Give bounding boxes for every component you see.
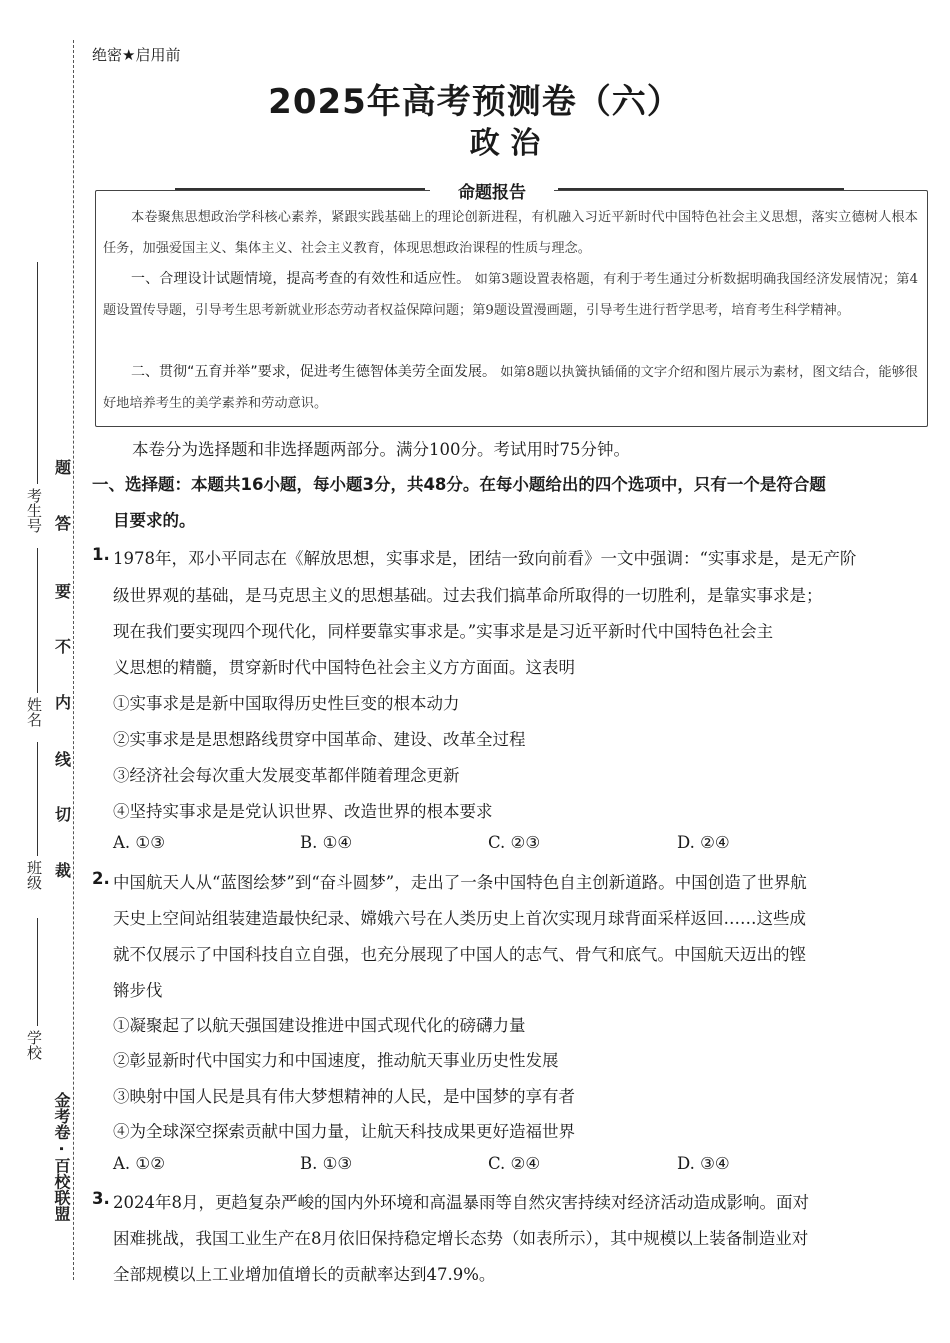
report-title-rule-right xyxy=(558,188,844,190)
statement-item: ①凝聚起了以航天强国建设推进中国式现代化的磅礴力量 xyxy=(113,1016,526,1035)
question-text-line: 中国航天人从“蓝图绘梦”到“奋斗圆梦”，走出了一条中国特色自主创新道路。中国创造了世界航 xyxy=(113,873,807,892)
exam-number-fill-line[interactable] xyxy=(37,262,38,484)
name-fill-line[interactable] xyxy=(37,548,38,693)
school-fill-line[interactable] xyxy=(37,918,38,1026)
cut-char: 线 xyxy=(55,750,72,769)
class-fill-line[interactable] xyxy=(37,742,38,856)
option-c[interactable]: C. ②③ xyxy=(488,833,541,852)
cut-char: 裁 xyxy=(55,861,72,880)
class-label: 班级 xyxy=(25,860,43,890)
cut-char: 要 xyxy=(55,582,72,601)
name-label: 姓名 xyxy=(25,697,43,727)
report-paragraph-3 xyxy=(103,357,918,419)
cut-char: 切 xyxy=(55,805,72,824)
report-paragraph-2-text: 如第3题设置表格题，有利于考生通过分析数据明确我国经济发展情况；第4题设置传导题，引导考生思考新就业形态劳动者权益保障问题；第9题设置漫画题，引导考生进行哲学思考，培育考生科学精神。 xyxy=(103,272,919,318)
cut-char: 题 xyxy=(55,458,72,477)
report-title: 命题报告 xyxy=(430,178,554,203)
question-text-line: 锵步伐 xyxy=(113,981,163,1000)
statement-item: ③经济社会每次重大发展变革都伴随着理念更新 xyxy=(113,766,460,785)
report-heading-1: 一、合理设计试题情境，提高考查的有效性和适应性。 xyxy=(131,271,471,287)
option-d[interactable]: D. ②④ xyxy=(677,833,730,852)
statement-item: ②实事求是是思想路线贯穿中国革命、建设、改革全过程 xyxy=(113,730,526,749)
statement-item: ④坚持实事求是是党认识世界、改造世界的根本要求 xyxy=(113,802,493,821)
option-a[interactable]: A. ①② xyxy=(113,1154,165,1173)
option-b[interactable]: B. ①③ xyxy=(300,1154,353,1173)
report-heading-2: 二、贯彻“五育并举”要求，促进考生德智体美劳全面发展。 xyxy=(131,364,496,380)
question-number: 1. xyxy=(92,545,110,564)
question-text-line: 1978年，邓小平同志在《解放思想，实事求是，团结一致向前看》一文中强调：“实事求是，是无产阶 xyxy=(113,549,857,568)
cut-char: 内 xyxy=(55,693,72,712)
cut-char: 不 xyxy=(55,637,72,656)
binding-dashed-line xyxy=(73,40,74,1280)
subject-title: 政 治 xyxy=(469,126,541,161)
statement-item: ①实事求是是新中国取得历史性巨变的根本动力 xyxy=(113,694,460,713)
option-b[interactable]: B. ①④ xyxy=(300,833,353,852)
page-title: 2025年高考预测卷（六） xyxy=(268,82,682,122)
section-header-line-1: 一、选择题：本题共16小题，每小题3分，共48分。在每小题给出的四个选项中，只有一个是符合题 xyxy=(92,475,826,494)
exam-number-label: 考生号 xyxy=(25,488,43,533)
confidential-mark: 绝密★启用前 xyxy=(92,46,181,64)
report-paragraph-3-text: 如第8题以执簧执锸俑的文字介绍和图片展示为素材，图文结合，能够很好地培养考生的美学素养和劳动意识。 xyxy=(103,365,918,411)
question-text-line: 级世界观的基础，是马克思主义的思想基础。过去我们搞革命所取得的一切胜利，是靠实事求是； xyxy=(113,586,823,605)
question-number: 3. xyxy=(92,1189,110,1208)
question-text-line: 全部规模以上工业增加值增长的贡献率达到47.9%。 xyxy=(113,1265,496,1284)
option-c[interactable]: C. ②④ xyxy=(488,1154,541,1173)
report-paragraph-1: 本卷聚焦思想政治学科核心素养，紧跟实践基础上的理论创新进程，有机融入习近平新时代中国特色社会主义思想，落实立德树人根本任务，加强爱国主义、集体主义、社会主义教育，体现思想政治课程的性质与理念。 xyxy=(103,210,918,256)
question-text-line: 义思想的精髓，贯穿新时代中国特色社会主义方方面面。这表明 xyxy=(113,658,575,677)
question-text-line: 就不仅展示了中国科技自立自强，也充分展现了中国人的志气、骨气和底气。中国航天迈出的铿 xyxy=(113,945,806,964)
question-number: 2. xyxy=(92,869,110,888)
question-text-line: 天史上空间站组装建造最快纪录、嫦娥六号在人类历史上首次实现月球背面采样返回……这些成 xyxy=(113,909,806,928)
school-label: 学校 xyxy=(25,1030,43,1060)
question-text-line: 现在我们要实现四个现代化，同样要靠实事求是。”实事求是是习近平新时代中国特色社会主 xyxy=(113,622,774,641)
option-d[interactable]: D. ③④ xyxy=(677,1154,730,1173)
cut-char: 答 xyxy=(55,514,72,533)
statement-item: ②彰显新时代中国实力和中国速度，推动航天事业历史性发展 xyxy=(113,1051,559,1070)
option-a[interactable]: A. ①③ xyxy=(113,833,165,852)
question-text-line: 2024年8月，更趋复杂严峻的国内外环境和高温暴雨等自然灾害持续对经济活动造成影响。面对 xyxy=(113,1193,809,1212)
statement-item: ④为全球深空探索贡献中国力量，让航天科技成果更好造福世界 xyxy=(113,1122,575,1141)
exam-intro: 本卷分为选择题和非选择题两部分。满分100分。考试用时75分钟。 xyxy=(132,440,630,459)
section-header-line-2: 目要求的。 xyxy=(113,511,196,530)
report-paragraph-2 xyxy=(103,264,918,326)
brand-label: 金考卷 · 百校联盟 xyxy=(52,1092,71,1222)
question-text-line: 困难挑战，我国工业生产在8月依旧保持稳定增长态势（如表所示），其中规模以上装备制造业对 xyxy=(113,1229,809,1248)
report-title-rule-left xyxy=(175,188,425,190)
statement-item: ③映射中国人民是具有伟大梦想精神的人民，是中国梦的享有者 xyxy=(113,1087,575,1106)
